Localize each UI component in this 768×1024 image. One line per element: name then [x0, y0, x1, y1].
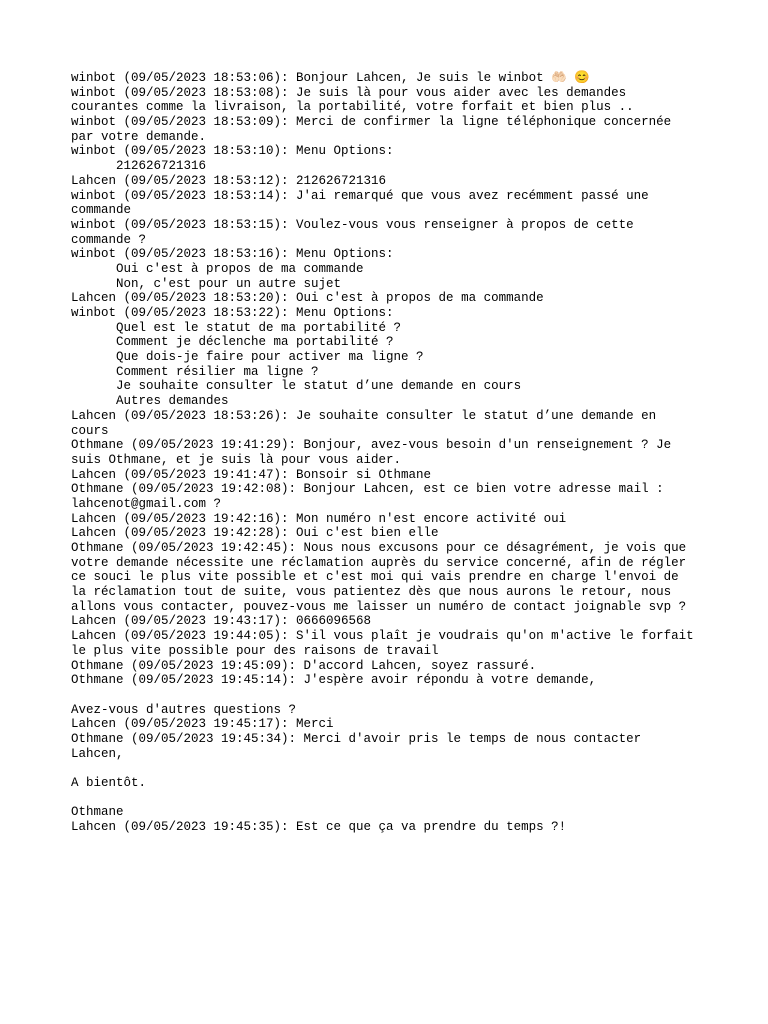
- transcript-line: winbot (09/05/2023 18:53:08): Je suis là pour vous aider avec les demandes: [71, 85, 627, 100]
- transcript-line: commande: [71, 203, 132, 218]
- transcript-line: Othmane (09/05/2023 19:41:29): Bonjour, avez-vous besoin d'un renseignement ? Je: [71, 438, 672, 453]
- transcript-line: Lahcen (09/05/2023 19:45:17): Merci: [71, 717, 334, 732]
- transcript-line: Othmane: [71, 805, 124, 820]
- transcript-line: [71, 688, 711, 703]
- transcript-line: [71, 791, 711, 806]
- transcript-line: votre demande nécessite une réclamation auprès du service concerné, afin de régler: [71, 555, 687, 570]
- transcript-line: Othmane (09/05/2023 19:42:45): Nous nous excusons pour ce désagrément, je vois que: [71, 541, 687, 555]
- transcript-line: Lahcen (09/05/2023 18:53:12): 212626721316: [71, 173, 387, 188]
- transcript-line: winbot (09/05/2023 18:53:15): Voulez-vous vous renseigner à propos de cette: [71, 217, 634, 232]
- transcript-line: Lahcen (09/05/2023 19:42:28): Oui c'est bien elle: [71, 526, 439, 541]
- transcript-line: Oui c'est à propos de ma commande: [71, 261, 364, 276]
- transcript-line: Non, c'est pour un autre sujet: [71, 276, 342, 291]
- transcript-line: Lahcen (09/05/2023 19:44:05): S'il vous plaît je voudrais qu'on m'active le forfait: [71, 629, 694, 644]
- transcript-line: winbot (09/05/2023 18:53:06): Bonjour Lahcen, Je suis le winbot 🤲🏻 😊: [71, 71, 590, 85]
- transcript-line: ce souci le plus vite possible et c'est moi qui vais prendre en charge l'envoi de: [71, 570, 679, 585]
- transcript-line: la réclamation tout de suite, vous patientez dès que nous aurons le retour, nous: [71, 585, 672, 600]
- transcript-line: 212626721316: [71, 159, 207, 174]
- transcript-line: courantes comme la livraison, la portabilité, votre forfait et bien plus ..: [71, 100, 634, 115]
- transcript-line: commande ?: [71, 232, 147, 247]
- transcript-line: Lahcen (09/05/2023 18:53:20): Oui c'est à propos de ma commande: [71, 291, 544, 306]
- transcript-line: Avez-vous d'autres questions ?: [71, 702, 297, 717]
- transcript-line: Lahcen (09/05/2023 19:45:35): Est ce que ça va prendre du temps ?!: [71, 820, 567, 835]
- transcript-line: A bientôt.: [71, 776, 147, 790]
- transcript-line: Quel est le statut de ma portabilité ?: [71, 320, 402, 335]
- transcript-line: Comment résilier ma ligne ?: [71, 364, 319, 379]
- transcript-line: Othmane (09/05/2023 19:45:14): J'espère avoir répondu à votre demande,: [71, 673, 597, 688]
- chat-transcript: [71, 71, 711, 835]
- transcript-line: winbot (09/05/2023 18:53:09): Merci de confirmer la ligne téléphonique concernée: [71, 115, 672, 130]
- transcript-line: winbot (09/05/2023 18:53:16): Menu Options:: [71, 247, 394, 262]
- transcript-line: par votre demande.: [71, 129, 207, 144]
- transcript-line: Othmane (09/05/2023 19:42:08): Bonjour Lahcen, est ce bien votre adresse mail :: [71, 482, 664, 497]
- transcript-line: le plus vite possible pour des raisons de travail: [71, 643, 439, 658]
- transcript-line: allons vous contacter, pouvez-vous me laisser un numéro de contact joignable svp ?: [71, 599, 687, 614]
- transcript-line: Lahcen (09/05/2023 19:43:17): 0666096568: [71, 614, 372, 629]
- transcript-line: Othmane (09/05/2023 19:45:09): D'accord Lahcen, soyez rassuré.: [71, 658, 537, 673]
- transcript-line: Othmane (09/05/2023 19:45:34): Merci d'avoir pris le temps de nous contacter: [71, 731, 642, 746]
- transcript-line: Lahcen,: [71, 746, 124, 761]
- transcript-line: Lahcen (09/05/2023 19:42:16): Mon numéro n'est encore activité oui: [71, 511, 567, 526]
- transcript-line: Lahcen (09/05/2023 18:53:26): Je souhaite consulter le statut d’une demande en: [71, 408, 657, 423]
- transcript-line: winbot (09/05/2023 18:53:22): Menu Options:: [71, 306, 394, 320]
- transcript-line: lahcenot@gmail.com ?: [71, 496, 222, 511]
- transcript-line: cours: [71, 423, 109, 438]
- transcript-line: Je souhaite consulter le statut d’une demande en cours: [71, 379, 522, 394]
- transcript-line: Comment je déclenche ma portabilité ?: [71, 335, 394, 350]
- transcript-line: [71, 761, 711, 776]
- transcript-line: Que dois-je faire pour activer ma ligne ?: [71, 350, 424, 365]
- transcript-line: winbot (09/05/2023 18:53:14): J'ai remarqué que vous avez recémment passé une: [71, 188, 649, 203]
- transcript-line: Autres demandes: [71, 394, 229, 409]
- transcript-line: Lahcen (09/05/2023 19:41:47): Bonsoir si Othmane: [71, 467, 432, 482]
- transcript-line: suis Othmane, et je suis là pour vous aider.: [71, 452, 402, 467]
- transcript-line: winbot (09/05/2023 18:53:10): Menu Options:: [71, 144, 394, 159]
